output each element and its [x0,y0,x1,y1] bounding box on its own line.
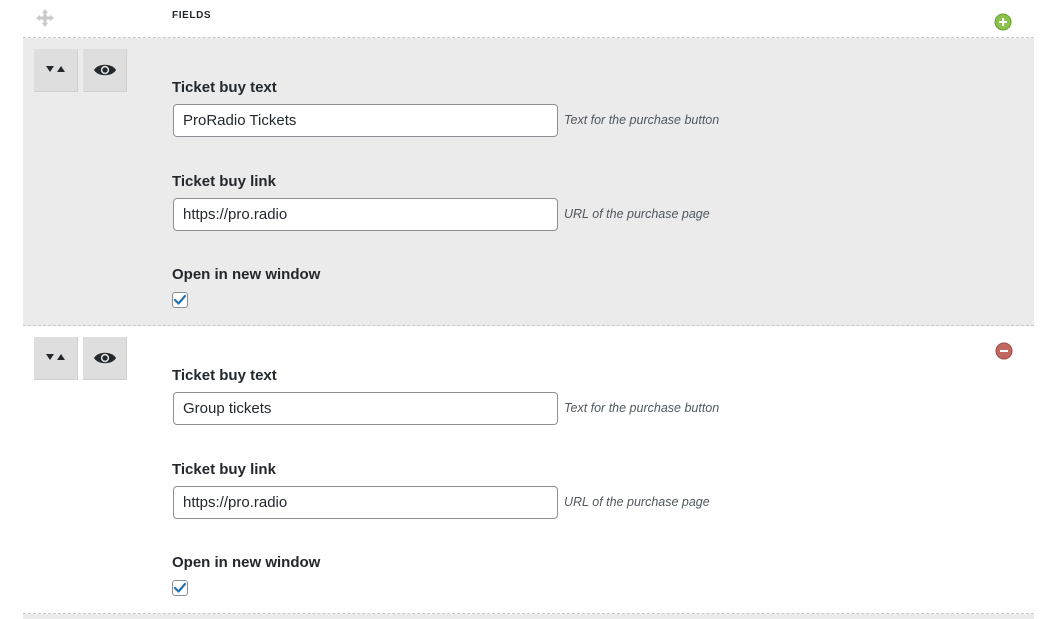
minus-circle-icon [995,342,1013,360]
ticket-buy-link-hint: URL of the purchase page [564,495,710,509]
open-new-window-label: Open in new window [172,554,321,571]
fields-header [23,0,1034,38]
ticket-buy-text-label: Ticket buy text [172,79,277,96]
sort-button[interactable] [34,337,78,380]
ticket-buy-text-label: Ticket buy text [172,367,277,384]
add-row-button[interactable] [994,13,1012,31]
ticket-buy-link-input[interactable] [173,198,558,231]
plus-circle-icon [994,13,1012,31]
ticket-row [23,38,1034,326]
open-new-window-checkbox[interactable] [172,292,188,308]
ticket-row [23,326,1034,614]
sort-arrows-icon [45,352,67,364]
toggle-visibility-button[interactable] [83,337,127,380]
sort-button[interactable] [34,49,78,92]
toggle-visibility-button[interactable] [83,49,127,92]
ticket-buy-link-label: Ticket buy link [172,173,276,190]
ticket-buy-link-label: Ticket buy link [172,461,276,478]
ticket-buy-text-hint: Text for the purchase button [564,113,720,127]
sort-arrows-icon [45,64,67,76]
ticket-buy-link-hint: URL of the purchase page [564,207,710,221]
open-new-window-checkbox[interactable] [172,580,188,596]
ticket-buy-text-hint: Text for the purchase button [564,401,720,415]
eye-icon [93,350,117,366]
move-icon[interactable] [35,8,55,28]
next-row-edge [23,614,1034,619]
checkmark-icon [173,581,187,595]
fields-title: FIELDS [172,10,212,21]
open-new-window-label: Open in new window [172,266,321,283]
ticket-buy-link-input[interactable] [173,486,558,519]
checkmark-icon [173,293,187,307]
ticket-buy-text-input[interactable] [173,392,558,425]
remove-row-button[interactable] [995,342,1013,360]
eye-icon [93,62,117,78]
ticket-buy-text-input[interactable] [173,104,558,137]
